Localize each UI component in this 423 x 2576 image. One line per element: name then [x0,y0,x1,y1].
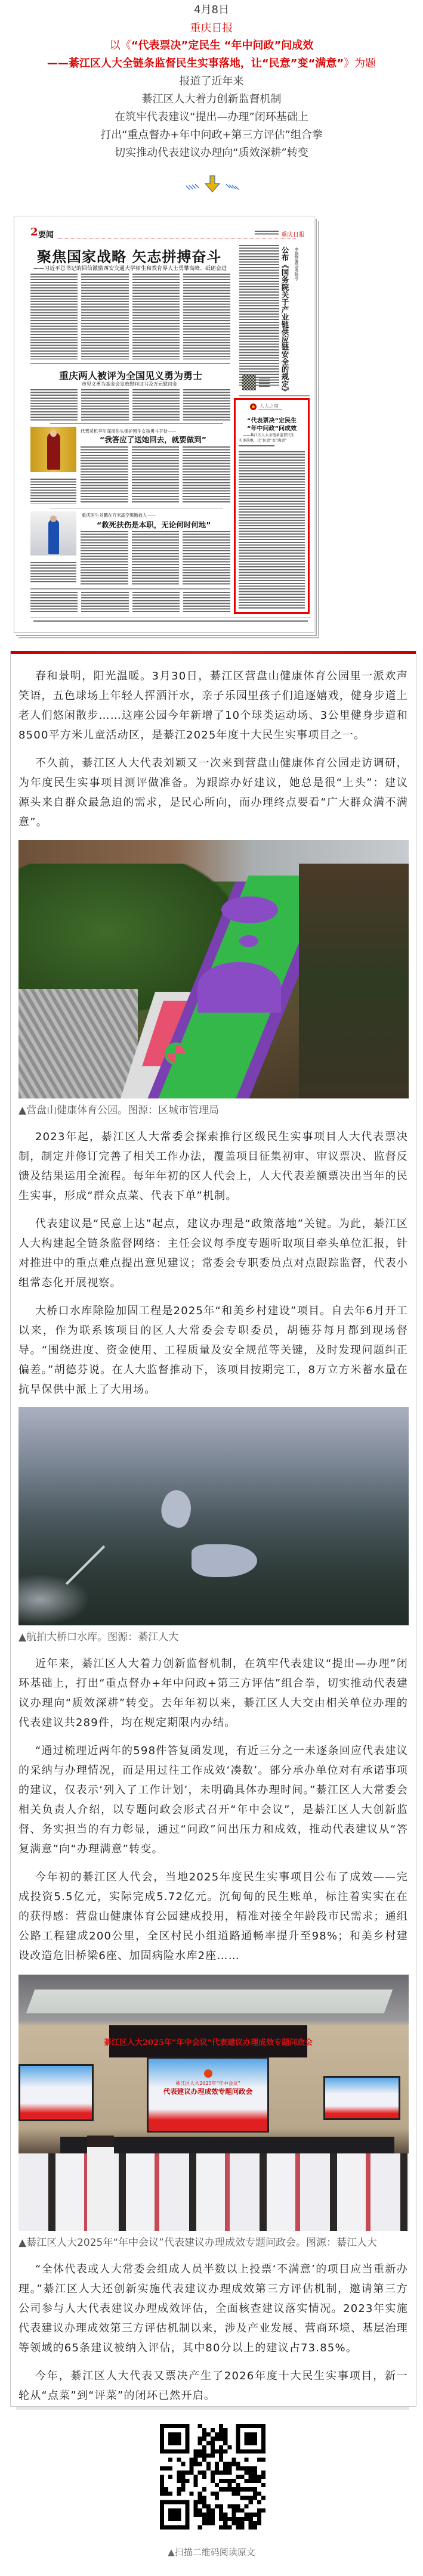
right-screen [323,2076,400,2120]
paragraph: 代表建议是“民意上达”起点，建议办理是“政策落地”关键。为此，綦江区人大构建起全链条监督网络：主任会议每季度专题听取项目牵头单位汇报，针对推进中的重点难点提出意见建议；常委会专职委员点对点跟踪监督，代表小组常态化开展视察。 [18,1218,408,1289]
headline-heroes-subtitle: 市见义勇为基金会发放慰问证书及万元慰问金 [82,381,177,387]
article-columns [30,592,230,613]
qr-code[interactable] [160,2424,265,2530]
left-screen [18,2064,94,2121]
article-title-line1 [0,37,423,55]
headline-main: 聚焦国家战略 矢志拼搏奋斗 [37,249,222,265]
title-prefix: 以《 [109,39,131,52]
qr-caption: ▲扫描二维码阅读原文 [168,2547,255,2558]
divider [239,395,310,396]
box-subtitle-1: ——綦江区人大全链条监督民生 [243,433,295,437]
article-columns [81,446,230,504]
paragraph: 今年初的綦江区人代会，当地2025年度民生实事项目公布了成效——完成投资5.5亿元，实际完成5.72亿元。沉甸甸的民生账单，标注着实实在在的获得感：营盘山健康体育公园建成投用，精准对接全年龄段市民需求；通组公路工程建成200公里，全区村民小组道路通畅率提升至98%；和美乡村建设改造危旧桥梁6座、加固病险水库2座…… [18,1871,408,1962]
paragraph: “全体代表或人大常委会组成人员半数以上投票‘不满意’的项目应当重新办理。”綦江区人大还创新实施代表建议办理成效第三方评估机制，邀请第三方公司参与人大代表建议办理成效评估，全面核查建议落实情况。2023年实施代表建议办理成效第三方评估机制以来，涉及产业发展、营商环境、基层治理等领域的65条建议被纳入评估，其中80分以上的建议占73.85%。 [18,2263,408,2354]
photo-caption: ▲航拍大桥口水库。图源：綦江人大 [18,1631,179,1643]
photo-meeting-hall [18,1975,409,2231]
paragraph: “通过梳理近两年的598件答复函发现，有近三分之一未逐条回应代表建议的采纳与办理情况，而是用过往工作成效‘凑数’。部分承办单位对有承诺事项的建议，仅表示‘列入了工作计划’，未明确具体办理时间。”綦江区人大常委会相关负责人介绍，以专题问政会形式召开“年中会议”，是綦江区人大创新监督、务实担当的有力彰显，通过“问政”问出压力和成效，推动代表建议从“答复满意”向“办理满意”转变。 [18,1745,408,1855]
headline-main-subtitle: ——习近平总书记的回信激励西安交通大学师生和教育界人士勇攀高峰、砥砺奋进 [33,266,227,272]
paragraph: 大桥口水库除险加固工程是2025年“和美乡村建设”项目。自去年6月开工以来，作为联系该项目的区人大常委会专职委员，胡德芬每月都到现场督导。“围绕进度、资金使用、工程质量及安全规范等关键，及时发现问题纠正偏差。”胡德芬说。在人大监督推动下，该项目按期完工，8万立方米蓄水量在抗旱保供中派上了大用场。 [18,1305,408,1396]
title-main-1: “代表票决”定民生 “年中问政”问成效 [131,39,314,52]
divider [30,588,230,589]
article-text [30,479,76,504]
divider [30,363,230,364]
photo-doctor [30,511,76,555]
box-subtitle-2: 实事落地，让“民意”变“满意” [239,439,287,443]
side-headline: 公布《国务院关于产业链供应链安全的规定》 [280,246,289,395]
paragraph: 今年，綦江区人大代表又票决产生了2026年度十大民生实事项目，新一轮从“点菜”到“评菜”的闭环已然开启。 [18,2370,408,2402]
masthead: 重庆日报 [281,232,305,238]
down-arrow-icon [185,175,240,193]
article-columns [30,274,230,359]
paragraph: 不久前，綦江区人大代表刘颖又一次来到营盘山健康体育公园走访调研，为年度民生实事项目测评做准备。为跟踪办好建议，她总是很“上头”：建议源头来自群众最急迫的需求，是民心所向，而办理终点要看“广大群众满不满意”。 [18,757,408,828]
card-shadow [16,2407,409,2410]
emblem-icon [204,2069,212,2078]
paragraph: 近年来，綦江区人大着力创新监督机制，在筑牢代表建议“提出—办理”闭环基础上，打出“重点督办+年中问政+第三方评估”组合拳，切实推动代表建议办理向“质效深耕”转变。去年年初以来，綦江区人大交由相关单位办理的代表建议共289件，均在规定期限内办结。 [18,1658,408,1729]
intro-line: 綦江区人大着力创新监督机制 [141,93,282,105]
divider [50,423,223,424]
intro-line: 在筑牢代表建议“提出—办理”闭环基础上 [115,111,308,123]
audience-seats [18,2153,409,2231]
qr-modules [160,2424,265,2530]
led-banner [103,2025,313,2057]
screen-line-1: 綦江区人大2025年“年中会议” [175,2081,240,2086]
photo-park-aerial [18,840,409,1098]
newspaper-page-image [14,216,314,633]
kicker-driver: 代驾司机李川深夜伤头保护留生女孩勇斗歹徒—— [81,429,177,434]
footer-text [33,620,308,622]
box-headline-1: “代表票决”定民生 [246,418,297,424]
intro-line: 报道了近年来 [179,75,244,88]
photo-driver [30,427,76,472]
paragraph: 春和景明，阳光温暖。3月30日，綦江区营盘山健康体育公园里一派欢声笑语，五色球场上年轻人挥洒汗水，亲子乐园里孩子们追逐嬉戏，健身步道上老人们悠闲散步……这座公园今年新增了10个球类运动场、3公里健身步道和8500平方米儿童活动区，是綦江2025年度十大民生实事项目之一。 [18,670,408,741]
headline-driver: “我答应了送她回去，就要做到” [100,435,206,444]
photo-caption: ▲营盘山健康体育公园。图源：区城市管理局 [18,1104,220,1116]
screen-line-2: 代表建议办理成效专题问政会 [163,2087,253,2096]
intro-line: 切实推动代表建议办理向“质效深耕”转变 [115,147,308,159]
qr-text [259,377,270,388]
center-screen [147,2057,269,2133]
date-label: 4月8日 [194,4,229,16]
box-headline-2: “年中问政”问成效 [246,426,297,432]
article-columns [81,531,230,585]
highlighted-article-box [234,398,310,614]
emblem-icon [250,404,257,410]
section-name: 要闻 [38,231,54,240]
photo-caption: ▲綦江区人大2025年“年中会议”代表建议办理成效专题问政会。图源：綦江人大 [18,2237,377,2249]
badge-label: 人大之窗 [258,403,282,410]
paragraph: 2023年起，綦江区人大常委会探索推行区级民生实事项目人大代表票决制，制定并修订完善了相关工作办法，覆盖项目征集初审、审议票决、监督反馈及结果运用全流程。每年年初的区人代会上，人大代表差额票决出当年的民生实事，形成“群众点菜、代表下单”机制。 [18,1131,408,1202]
column-badge [250,403,282,410]
side-article-text [239,245,279,386]
page-number: 2 [30,226,38,238]
article-columns [30,389,230,421]
article-title-line2 [0,55,423,73]
article-card [10,651,416,2407]
source-newspaper: 重庆日报 [190,22,233,35]
headline-doctor: “救死扶伤是本职，无论何时何地” [97,520,211,529]
title-main-2: ——綦江区人大全链条监督民生实事落地，让“民意”变“满意” [47,57,344,70]
speaker-figure [87,2136,114,2231]
headline-heroes: 重庆两人被评为全国见义勇为勇士 [59,370,203,381]
photo-reservoir-aerial [18,1407,409,1625]
title-suffix: 》为题 [344,57,376,70]
small-qr-code [242,375,256,390]
byline [239,445,274,447]
side-kicker: 李强签署国务院令 [294,247,299,281]
box-article-text [239,451,305,609]
led-banner-text: 綦江区人大2025年“年中会议”代表建议办理成效专题问政会 [103,2038,313,2047]
date-text [255,231,279,236]
intro-line: 打出“重点督办+年中问政+第三方评估”组合拳 [100,129,323,141]
kicker-doctor: 重庆医生刘鹏在万米高空果断救人—— [82,513,156,518]
article-text [30,562,76,584]
